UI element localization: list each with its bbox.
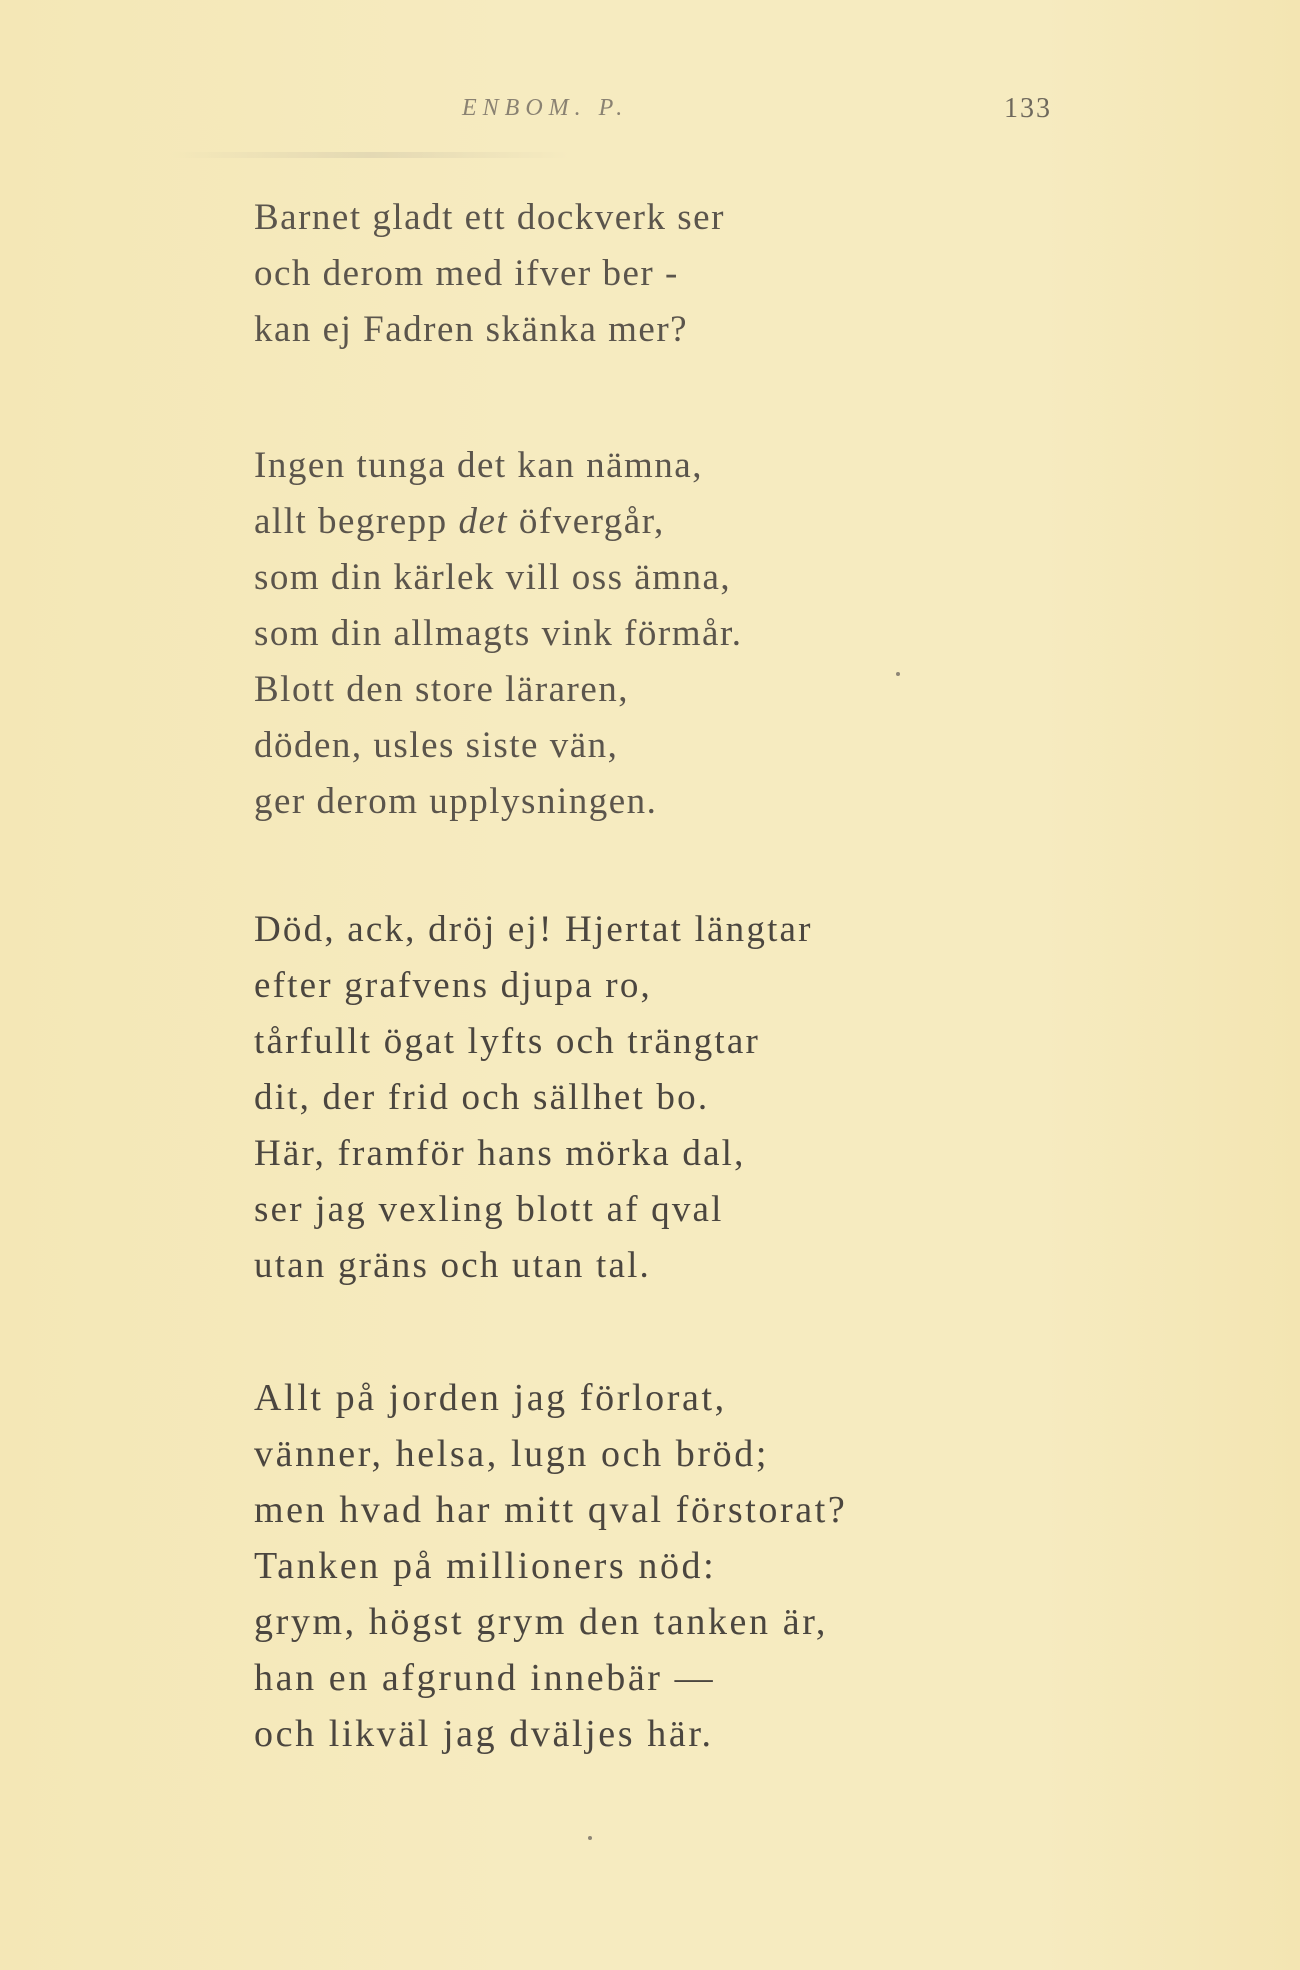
stanza-4	[254, 1370, 847, 1762]
poem-line: dit, der frid och sällhet bo.	[254, 1077, 710, 1118]
poem-line: ger derom upplysningen.	[254, 781, 658, 822]
ink-speck	[588, 1836, 592, 1840]
poem-line: döden, usles siste vän,	[254, 725, 619, 766]
print-smudge	[170, 152, 570, 158]
poem-line: Ingen tunga det kan nämna,	[254, 445, 703, 486]
poem-line: Blott den store läraren,	[254, 669, 630, 710]
stanza-1	[254, 190, 725, 358]
poem-line: Barnet gladt ett dockverk ser	[254, 197, 725, 238]
ink-speck	[896, 672, 900, 676]
poem-line: han en afgrund innebär —	[254, 1657, 716, 1699]
emphasized-word: det	[458, 501, 509, 542]
poem-line: allt begrepp det öfvergår,	[254, 501, 665, 542]
running-title: ENBOM. P.	[462, 95, 629, 121]
poem-line: efter grafvens djupa ro,	[254, 965, 652, 1006]
poem-line: Tanken på millioners nöd:	[254, 1545, 717, 1587]
poem-line: ser jag vexling blott af qval	[254, 1189, 724, 1230]
poem-line: Här, framför hans mörka dal,	[254, 1133, 746, 1174]
stanza-2	[254, 438, 742, 830]
poem-line: vänner, helsa, lugn och bröd;	[254, 1433, 769, 1475]
stanza-3	[254, 902, 813, 1294]
page-number: 133	[1004, 93, 1052, 124]
poem-line: tårfullt ögat lyfts och trängtar	[254, 1021, 761, 1062]
poem-line: och likväl jag dväljes här.	[254, 1713, 714, 1755]
poem-line: och derom med ifver ber -	[254, 253, 679, 294]
poem-line: grym, högst grym den tanken är,	[254, 1601, 829, 1643]
poem-line: Allt på jorden jag förlorat,	[254, 1377, 727, 1419]
poem-line: Död, ack, dröj ej! Hjertat längtar	[254, 909, 813, 950]
poem-line: som din allmagts vink förmår.	[254, 613, 743, 654]
poem-line: som din kärlek vill oss ämna,	[254, 557, 732, 598]
poem-line: kan ej Fadren skänka mer?	[254, 309, 689, 350]
poem-line: utan gräns och utan tal.	[254, 1245, 652, 1286]
running-head	[0, 95, 1300, 135]
poem-line: men hvad har mitt qval förstorat?	[254, 1489, 848, 1531]
